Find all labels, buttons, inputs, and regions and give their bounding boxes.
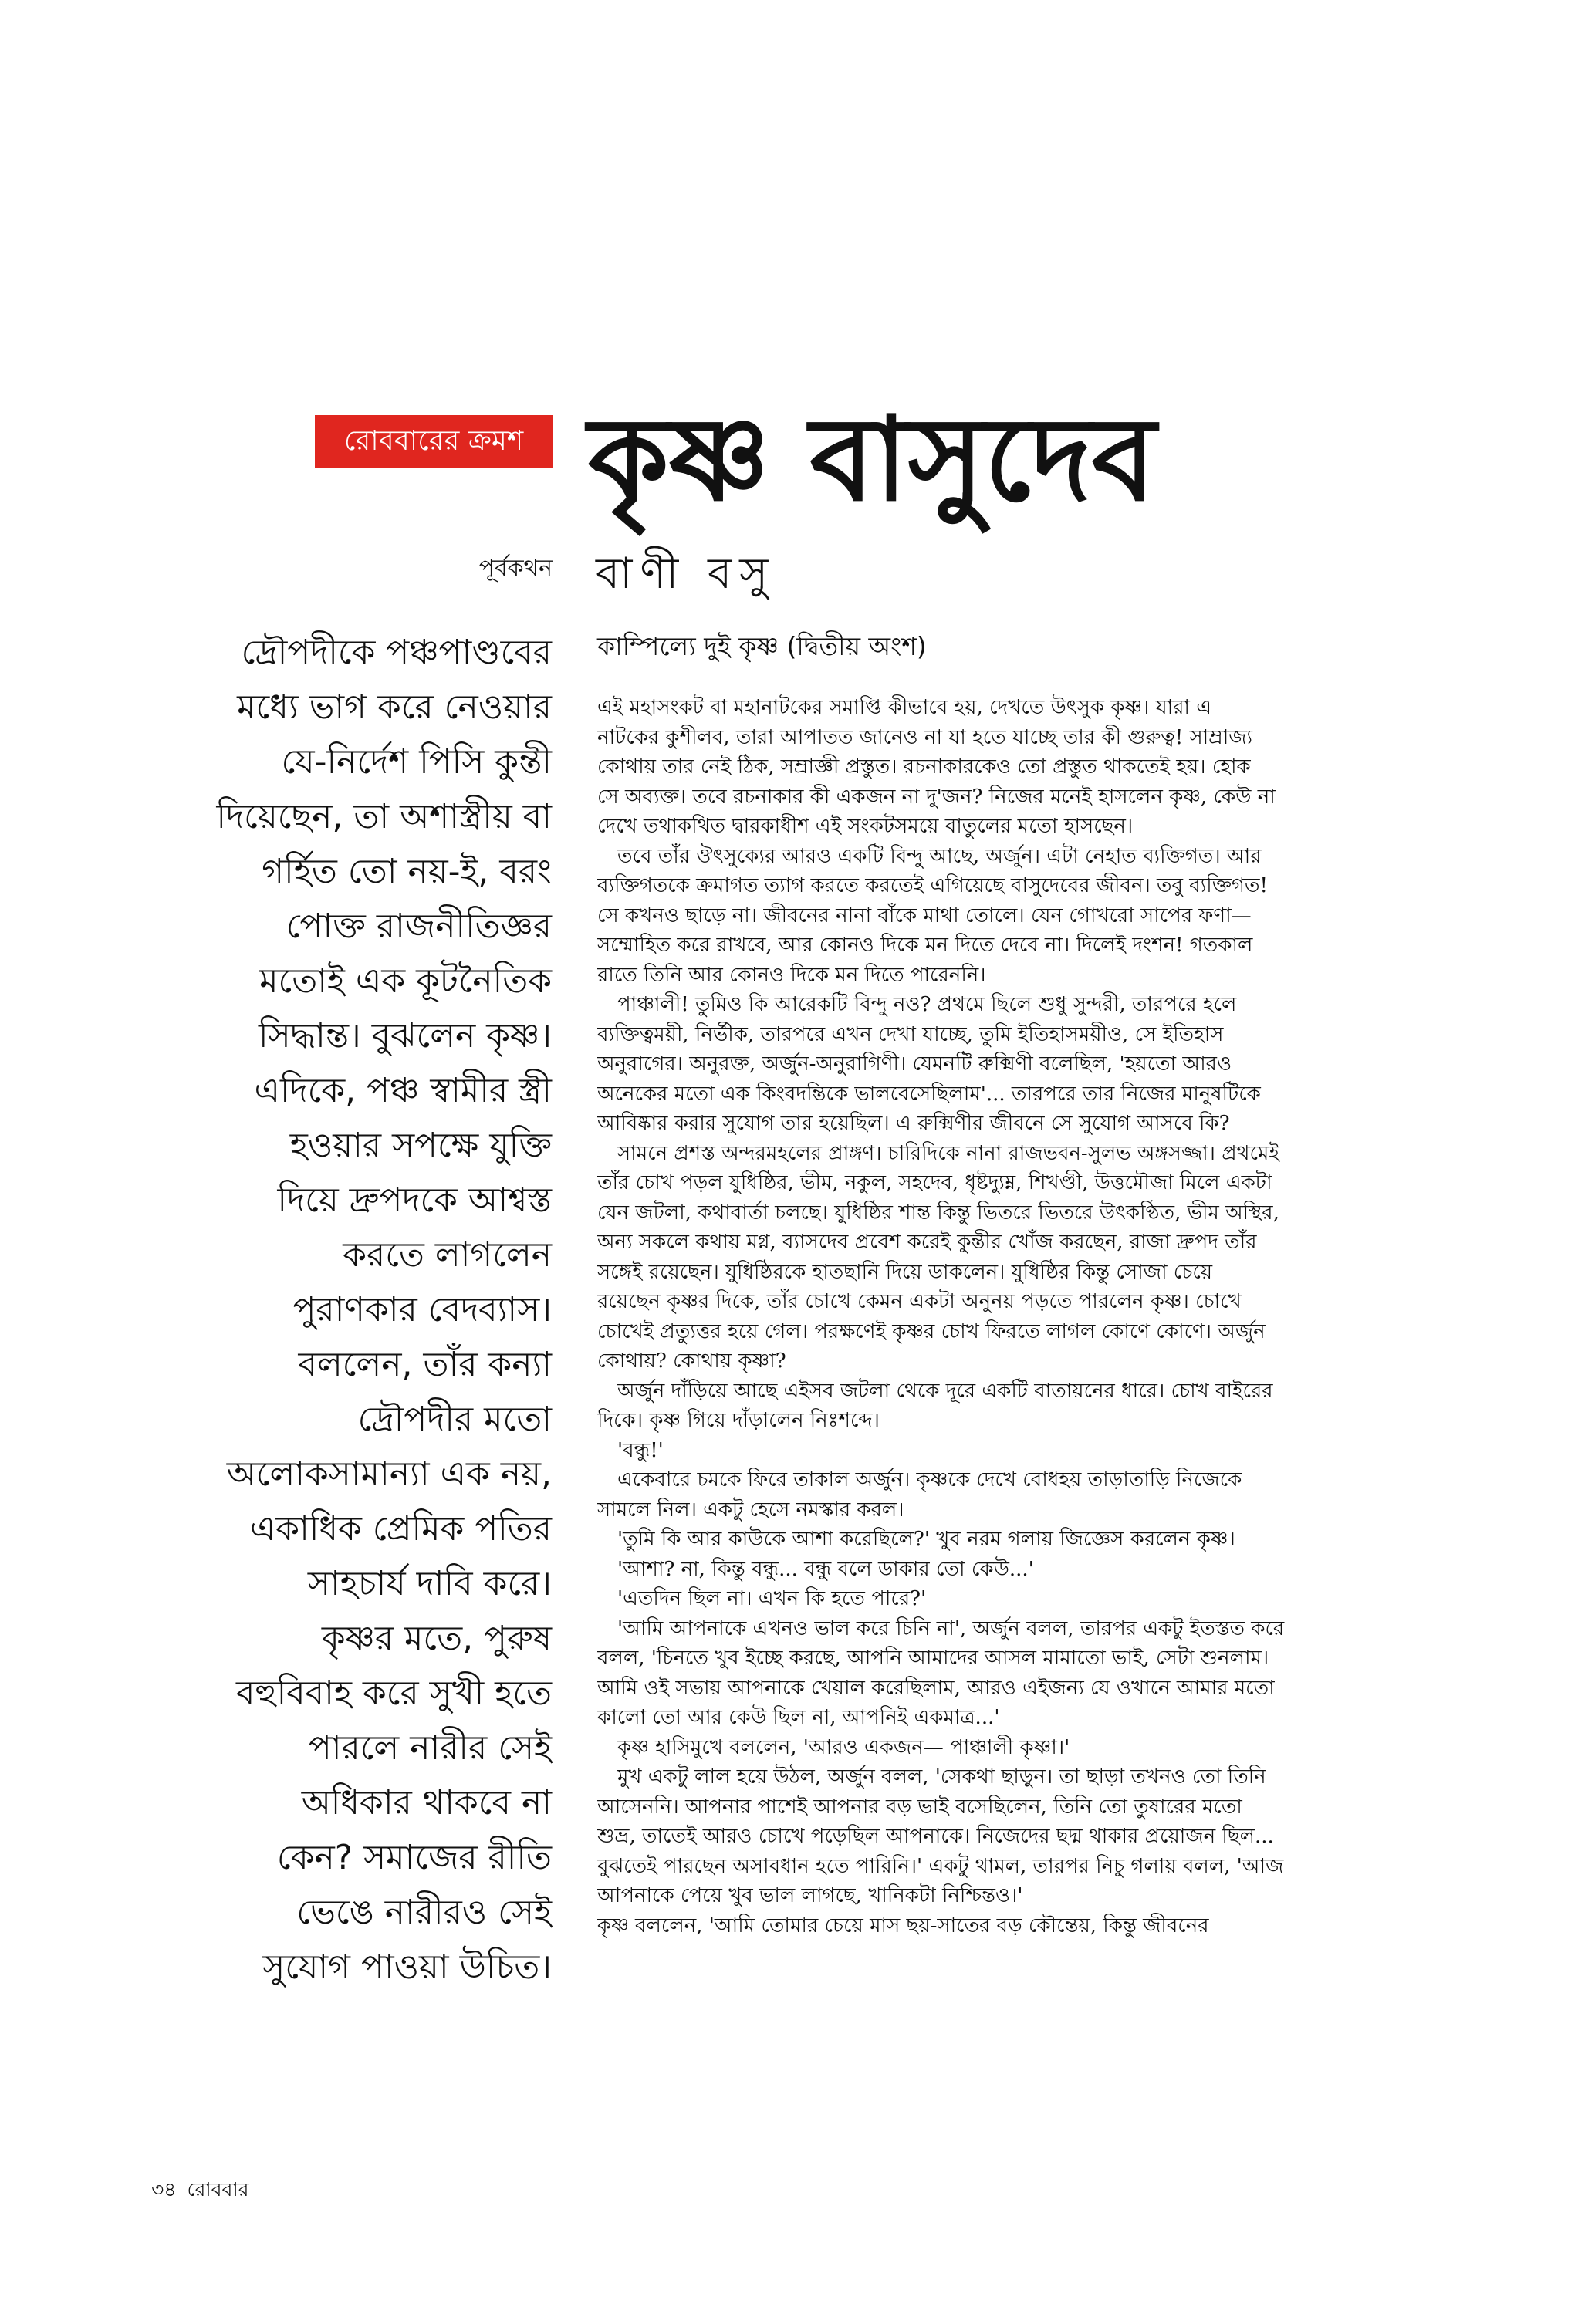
body-line: কোথায় তার নেই ঠিক, সম্রাজ্ঞী প্রস্তুত। রচনাকারকেও তো প্রস্তুত থাকতেই হয়। হোক [597, 755, 1251, 779]
body-line: নাটকের কুশীলব, তারা আপাতত জানেও না যা হতে যাচ্ছে তার কী গুরুত্ব! সাম্রাজ্য [597, 725, 1253, 749]
body-line: আপনাকে পেয়ে খুব ভাল লাগছে, খানিকটা নিশ্চিন্তও।' [597, 1884, 1023, 1907]
pull-quote-line: গর্হিত তো নয়-ই, বরং [262, 852, 552, 891]
body-line: সঙ্গেই রয়েছেন। যুধিষ্ঠিরকে হাতছানি দিয়ে ডাকলেন। যুধিষ্ঠির কিন্তু সোজা চেয়ে [597, 1260, 1213, 1284]
body-line: পাঞ্চালী! তুমিও কি আরেকটি বিন্দু নও? প্রথমে ছিলে শুধু সুন্দরী, তারপরে হলে [617, 993, 1237, 1016]
body-line: অনেকের মতো এক কিংবদন্তিকে ভালবেসেছিলাম'... তারপরে তার নিজের মানুষটিকে [597, 1082, 1261, 1106]
body-line: আমি ওই সভায় আপনাকে খেয়াল করেছিলাম, আরও এইজন্য যে ওখানে আমার মতো [597, 1676, 1275, 1700]
pull-quote-line: হওয়ার সপক্ষে যুক্তি [289, 1126, 552, 1165]
pull-quote-line: অধিকার থাকবে না [301, 1783, 552, 1822]
body-line: 'আমি আপনাকে এখনও ভাল করে চিনি না', অর্জুন বলল, তারপর একটু ইতস্তত করে [617, 1616, 1285, 1640]
pull-quote-line: দিয়েছেন, তা অশাস্ত্রীয় বা [216, 797, 552, 836]
pull-quote-line: মতোই এক কূটনৈতিক [259, 961, 552, 1001]
body-line: কৃষ্ণ হাসিমুখে বললেন, 'আরও একজন— পাঞ্চালী কৃষ্ণা।' [617, 1735, 1070, 1759]
pull-quote-line: যে-নির্দেশ পিসি কুন্তী [281, 742, 552, 782]
body-line: সে অব্যক্ত। তবে রচনাকার কী একজন না দু'জন? নিজের মনেই হাসলেন কৃষ্ণ, কেউ না [597, 785, 1276, 809]
body-line: তাঁর চোখ পড়ল যুধিষ্ঠির, ভীম, নকুল, সহদেব, ধৃষ্টদ্যুম্ন, শিখণ্ডী, উত্তমৌজা মিলে একটা [597, 1171, 1272, 1194]
pull-quote-line: কেন? সমাজের রীতি [276, 1838, 552, 1877]
pull-quote-line: দ্রৌপদীর মতো [357, 1400, 552, 1439]
body-line: কৃষ্ণ বললেন, 'আমি তোমার চেয়ে মাস ছয়-সাতের বড় কৌন্তেয়, কিন্তু জীবনের [597, 1914, 1209, 1937]
author-name: বাণী বসু [596, 549, 776, 599]
body-line: অন্য সকলে কথায় মগ্ন, ব্যাসদেব প্রবেশ করেই কুন্তীর খোঁজ করছেন, রাজা দ্রুপদ তাঁর [597, 1231, 1257, 1254]
body-line: এই মহাসংকট বা মহানাটকের সমাপ্তি কীভাবে হয়, দেখতে উৎসুক কৃষ্ণ। যারা এ [597, 696, 1212, 719]
pull-quote-line: বললেন, তাঁর কন্যা [298, 1345, 552, 1384]
body-line: সম্মোহিত করে রাখবে, আর কোনও দিকে মন দিতে দেবে না। দিলেই দংশন! গতকাল [597, 934, 1253, 957]
pull-quote-line: মধ্যে ভাগ করে নেওয়ার [237, 687, 552, 727]
body-line: 'তুমি কি আর কাউকে আশা করেছিলে?' খুব নরম গলায় জিজ্ঞেস করলেন কৃষ্ণ। [617, 1528, 1235, 1551]
pull-quote-line: ভেঙে নারীরও সেই [296, 1893, 552, 1932]
body-line: কোথায়? কোথায় কৃষ্ণা? [597, 1349, 786, 1373]
body-line: সে কখনও ছাড়ে না। জীবনের নানা বাঁকে মাথা তোলে। যেন গোখরো সাপের ফণা— [597, 904, 1252, 927]
pull-quote-line: অলোকসামান্যা এক নয়, [226, 1454, 552, 1494]
body-line: দিকে। কৃষ্ণ গিয়ে দাঁড়ালেন নিঃশব্দে। [597, 1409, 880, 1432]
body-line: মুখ একটু লাল হয়ে উঠল, অর্জুন বলল, 'সেকথা ছাড়ুন। তা ছাড়া তখনও তো তিনি [617, 1765, 1266, 1789]
body-line: সামলে নিল। একটু হেসে নমস্কার করল। [597, 1498, 904, 1522]
pull-quote-line: সুযোগ পাওয়া উচিত। [262, 1947, 552, 1987]
pull-quote-line: সিদ্ধান্ত। বুঝলেন কৃষ্ণ। [259, 1016, 552, 1056]
pull-quote-line: পুরাণকার বেদব্যাস। [292, 1290, 552, 1329]
pull-quote-line: সাহচার্য দাবি করে। [307, 1564, 552, 1603]
body-line: ব্যক্তিগতকে ক্রমাগত ত্যাগ করতে করতেই এগিয়েছে বাসুদেবের জীবন। তবু ব্যক্তিগত! [597, 874, 1268, 897]
body-line: আসেননি। আপনার পাশেই আপনার বড় ভাই বসেছিলেন, তিনি তো তুষারের মতো [597, 1795, 1242, 1819]
pull-quote-line: একাধিক প্রেমিক পতির [249, 1509, 552, 1549]
pull-quote-line: পারলে নারীর সেই [308, 1728, 552, 1768]
body-line: তবে তাঁর ঔৎসুক্যের আরও একটি বিন্দু আছে, অর্জুন। এটা নেহাত ব্যক্তিগত। আর [617, 844, 1262, 868]
pull-quote [150, 625, 552, 1995]
magazine-name: রোববার [187, 2178, 249, 2201]
body-line: রয়েছেন কৃষ্ণর দিকে, তাঁর চোখে কেমন একটা অনুনয় পড়তে পারলেন কৃষ্ণ। চোখে [597, 1290, 1242, 1313]
body-line: চোখেই প্রত্যুত্তর হয়ে গেল। পরক্ষণেই কৃষ্ণর চোখ ফিরতে লাগল কোণে কোণে। অর্জুন [597, 1319, 1266, 1343]
kicker-label: পূর্বকথন [478, 555, 553, 582]
body-line: 'এতদিন ছিল না। এখন কি হতে পারে?' [617, 1587, 927, 1610]
body-line: আবিষ্কার করার সুযোগ তার হয়েছিল। এ রুক্মিণীর জীবনে সে সুযোগ আসবে কি? [597, 1112, 1230, 1135]
series-badge: রোববারের ক্রমশ [315, 415, 553, 468]
pull-quote-line: করতে লাগলেন [343, 1235, 552, 1275]
body-line: যেন জটলা, কথাবার্তা চলছে। যুধিষ্ঠির শান্ত কিন্তু ভিতরে ভিতরে উৎকণ্ঠিত, ভীম অস্থির, [597, 1201, 1279, 1224]
page-footer [151, 2174, 259, 2207]
article-body [597, 693, 1420, 1941]
body-line: বুঝতেই পারছেন অসাবধান হতে পারিনি।' একটু থামল, তারপর নিচু গলায় বলল, 'আজ [597, 1854, 1284, 1878]
body-line: দেখে তথাকথিত দ্বারকাধীশ এই সংকটসময়ে বাতুলের মতো হাসছেন। [597, 815, 1134, 838]
article-title: কৃষ্ণ বাসুদেব [588, 391, 1157, 527]
body-line: শুভ্র, তাতেই আরও চোখে পড়েছিল আপনাকে। নিজেদের ছদ্ম থাকার প্রয়োজন ছিল... [597, 1825, 1274, 1848]
body-line: অনুরাগের। অনুরক্ত, অর্জুন-অনুরাগিণী। যেমনটি রুক্মিণী বলেছিল, 'হয়তো আরও [597, 1052, 1232, 1076]
body-line: একেবারে চমকে ফিরে তাকাল অর্জুন। কৃষ্ণকে দেখে বোধহয় তাড়াতাড়ি নিজেকে [617, 1468, 1242, 1491]
pull-quote-line: এদিকে, পঞ্চ স্বামীর স্ত্রী [254, 1071, 552, 1110]
pull-quote-line: পোক্ত রাজনীতিজ্ঞর [286, 907, 552, 946]
pull-quote-line: বহুবিবাহ করে সুখী হতে [235, 1674, 552, 1713]
pull-quote-line: দিয়ে দ্রুপদকে আশ্বস্ত [277, 1181, 552, 1220]
body-line: ব্যক্তিত্বময়ী, নির্ভীক, তারপরে এখন দেখা যাচ্ছে, তুমি ইতিহাসময়ীও, সে ইতিহাস [597, 1022, 1224, 1046]
body-line: রাতে তিনি আর কোনও দিকে মন দিতে পারেননি। [597, 963, 986, 987]
pull-quote-line: কৃষ্ণর মতে, পুরুষ [321, 1619, 552, 1658]
body-line: কালো তো আর কেউ ছিল না, আপনিই একমাত্র...' [597, 1706, 1000, 1729]
body-line: বলল, 'চিনতে খুব ইচ্ছে করছে, আপনি আমাদের আসল মামাতো ভাই, সেটা শুনলাম। [597, 1647, 1269, 1670]
pull-quote-line: দ্রৌপদীকে পঞ্চপাণ্ডবের [241, 633, 552, 672]
body-line: অর্জুন দাঁড়িয়ে আছে এইসব জটলা থেকে দূরে একটি বাতায়নের ধারে। চোখ বাইরের [617, 1379, 1273, 1403]
body-line: 'বন্ধু!' [617, 1438, 664, 1462]
body-line: 'আশা? না, কিন্তু বন্ধু... বন্ধু বলে ডাকার তো কেউ...' [617, 1557, 1034, 1581]
page-number: ৩৪ [151, 2178, 177, 2201]
chapter-subtitle: কাম্পিল্যে দুই কৃষ্ণ (দ্বিতীয় অংশ) [597, 631, 927, 661]
body-line: সামনে প্রশস্ত অন্দরমহলের প্রাঙ্গণ। চারিদিকে নানা রাজভবন-সুলভ অঙ্গসজ্জা। প্রথমেই [617, 1141, 1279, 1165]
